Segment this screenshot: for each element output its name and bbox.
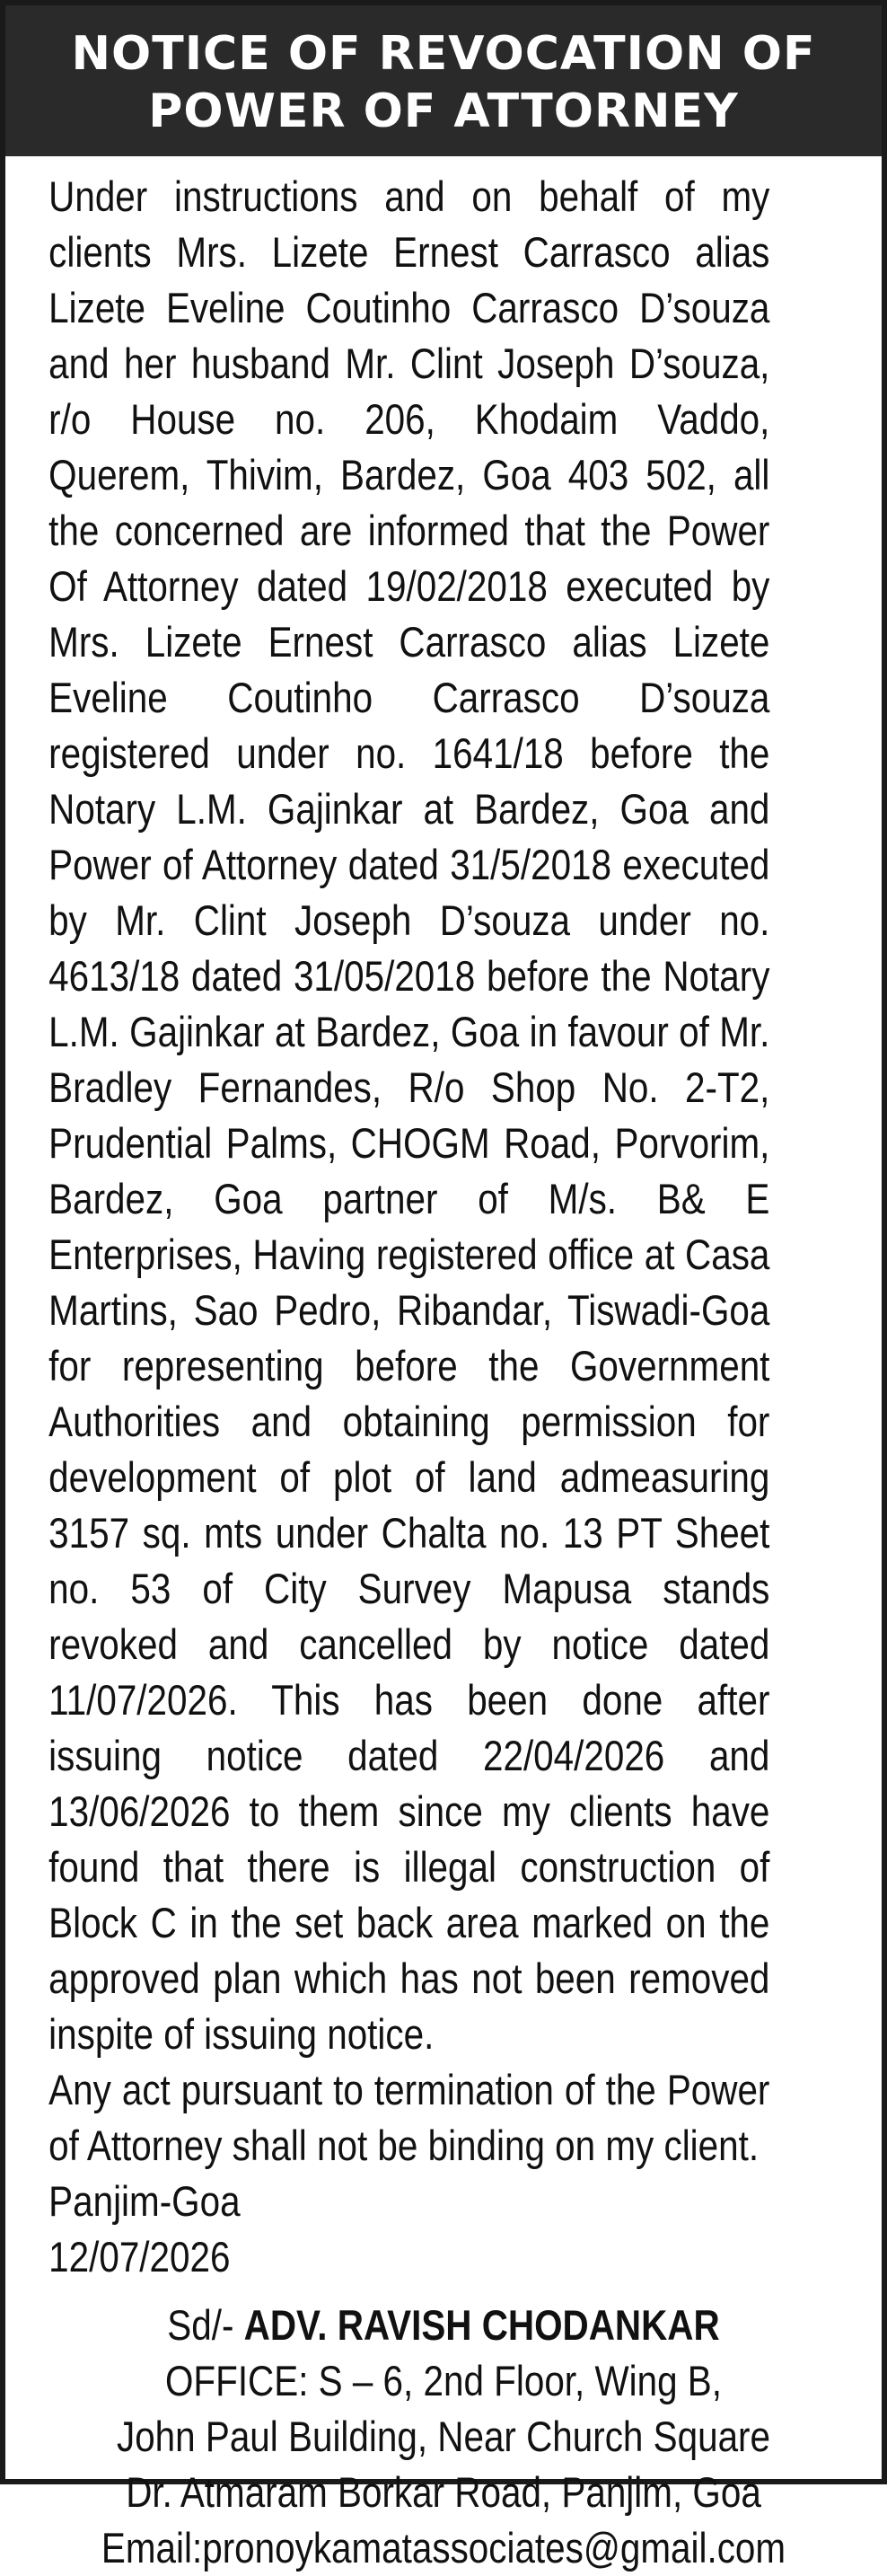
notice-title-line-1: NOTICE OF REVOCATION OF — [71, 27, 816, 81]
signature-prefix: Sd/- — [167, 2301, 244, 2349]
notice-header — [5, 5, 882, 156]
building-address-line: John Paul Building, Near Church Square — [116, 2413, 770, 2460]
road-address-line: Dr. Atmaram Borkar Road, Panjim, Goa — [126, 2468, 761, 2516]
notice-body — [5, 156, 801, 2285]
notice-paragraph-binding: Any act pursuant to termination of the Power of Attorney shall not be binding on my client. — [48, 2066, 770, 2169]
notice-date: 12/07/2026 — [48, 2233, 231, 2280]
notice-place: Panjim-Goa — [48, 2177, 241, 2225]
office-address-line: OFFICE: S – 6, 2nd Floor, Wing B, — [164, 2357, 723, 2404]
advocate-name: ADV. RAVISH CHODANKAR — [243, 2301, 720, 2349]
signature-line — [66, 2298, 820, 2353]
signature-block — [66, 2298, 820, 2576]
notice-title-line-2: POWER OF ATTORNEY — [148, 84, 739, 138]
notice-paragraph-main: Under instructions and on behalf of my clients Mrs. Lizete Ernest Carrasco alias Lizete Eveline Coutinho Carrasco D’souza and her husband Mr. Clint Joseph D’souza, r/o House no. 206, Khodaim Vaddo, Querem, Thivim, Bardez, Goa 403 502, all the concerned are informed that the Power Of Attorney dated 19/02/2018 executed by Mrs. Lizete Ernest Carrasco alias Lizete Eveline Coutinho Carrasco D’souza registered under no. 1641/18 before the Notary L.M. Gajinkar at Bardez, Goa and Power of Attorney dated 31/5/2018 executed by Mr. Clint Joseph D’souza under no. 4613/18 dated 31/05/2018 before the Notary L.M. Gajinkar at Bardez, Goa in favour of Mr. Bradley Fernandes, R/o Shop No. 2-T2, Prudential Palms, CHOGM Road, Porvorim, Bardez, Goa partner of M/s. B& E Enterprises, Having registered office at Casa Martins, Sao Pedro, Ribandar, Tiswadi-Goa for representing before the Government Authorities and obtaining permission for development of plot of land admeasuring 3157 sq. mts under Chalta no. 13 PT Sheet no. 53 of City Survey Mapusa stands revoked and cancelled by notice dated 11/07/2026. This has been done after issuing notice dated 22/04/2026 and 13/06/2026 to them since my clients have found that there is illegal construction of Block C in the set back area marked on the approved plan which has not been removed inspite of issuing notice. — [48, 172, 770, 2058]
email-line: Email:pronoykamatassociates@gmail.com — [101, 2524, 786, 2572]
